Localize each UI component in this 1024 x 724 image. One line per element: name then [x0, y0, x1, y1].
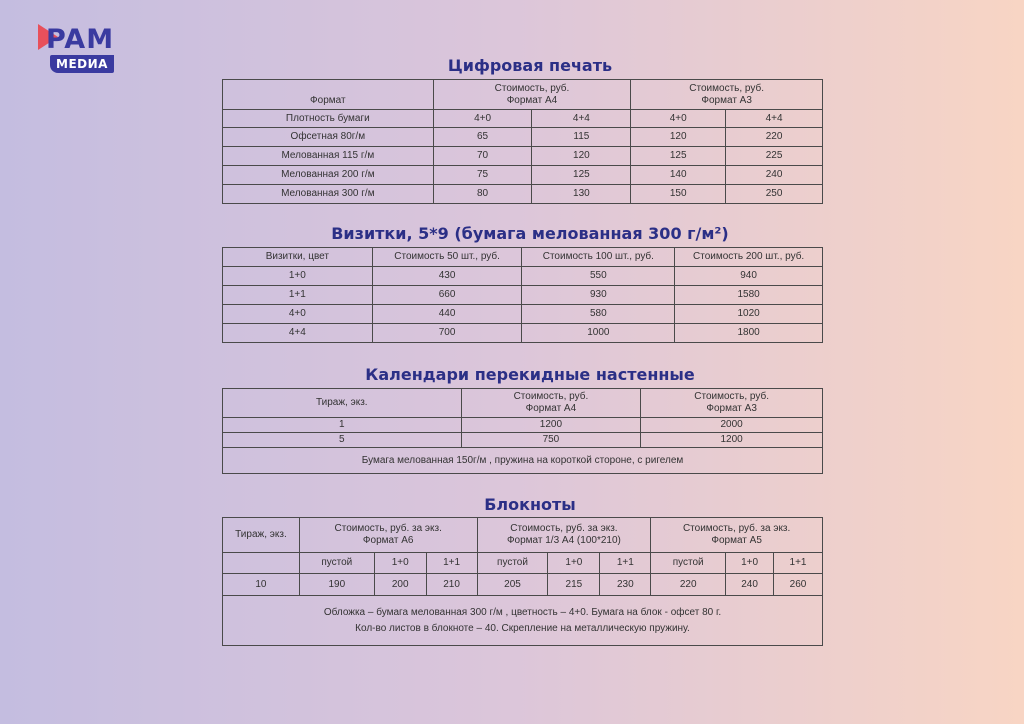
table-row: 4+0 440 580 1020	[223, 305, 823, 324]
table-row: 1 1200 2000	[223, 418, 823, 433]
table-row: Офсетная 80г/м 65 115 120 220	[223, 128, 823, 147]
cards-header-row: Визитки, цвет Стоимость 50 шт., руб. Стоимость 100 шт., руб. Стоимость 200 шт., руб.	[223, 248, 823, 267]
logo-text: PAM	[46, 24, 115, 55]
calendars-note-row	[223, 448, 823, 474]
table-row: Мелованная 300 г/м 80 130 150 250	[223, 185, 823, 204]
notebooks-title: Блокноты	[484, 495, 576, 514]
digital-density-row: Плотность бумаги 4+0 4+4 4+0 4+4	[223, 110, 823, 128]
digital-a3-header: Стоимость, руб. Формат А3	[631, 80, 823, 110]
digital-title: Цифровая печать	[447, 56, 613, 75]
notebooks-note-row	[223, 596, 823, 646]
cards-table	[222, 247, 823, 343]
calendars-table	[222, 388, 823, 474]
digital-format-header: Формат	[223, 80, 434, 110]
calendars-header-row: Тираж, экз. Стоимость, руб. Формат А4 Стоимость, руб. Формат А3	[223, 389, 823, 418]
notebooks-note: Обложка – бумага мелованная 300 г/м , цветность – 4+0. Бумага на блок - офсет 80 г. Кол-во листов в блокноте – 40. Скрепление на металлическую пружину.	[223, 596, 823, 646]
digital-table	[222, 79, 823, 204]
notebooks-header-row: Тираж, экз. Стоимость, руб. за экз. Формат А6 Стоимость, руб. за экз. Формат 1/3 А4 (100*210) Стоимость, руб. за экз. Формат А5	[223, 518, 823, 553]
table-row: Мелованная 200 г/м 75 125 140 240	[223, 166, 823, 185]
calendars-note: Бумага мелованная 150г/м , пружина на короткой стороне, с ригелем	[223, 448, 823, 474]
table-row: Мелованная 115 г/м 70 120 125 225	[223, 147, 823, 166]
table-row: 1+1 660 930 1580	[223, 286, 823, 305]
notebooks-subheader-row: пустой 1+0 1+1 пустой 1+0 1+1 пустой 1+0 1+1	[223, 553, 823, 574]
table-row: 4+4 700 1000 1800	[223, 324, 823, 343]
cards-title: Визитки, 5*9 (бумага мелованная 300 г/м²)	[331, 224, 729, 243]
digital-header-row	[223, 80, 823, 110]
logo-badge: MEDИA	[50, 55, 114, 73]
table-row: 5 750 1200	[223, 433, 823, 448]
calendars-title: Календари перекидные настенные	[365, 365, 695, 384]
table-row: 1+0 430 550 940	[223, 267, 823, 286]
digital-a4-header: Стоимость, руб. Формат А4	[433, 80, 631, 110]
table-row: 10 190 200 210 205 215 230 220 240 260	[223, 574, 823, 596]
notebooks-table	[222, 517, 823, 646]
